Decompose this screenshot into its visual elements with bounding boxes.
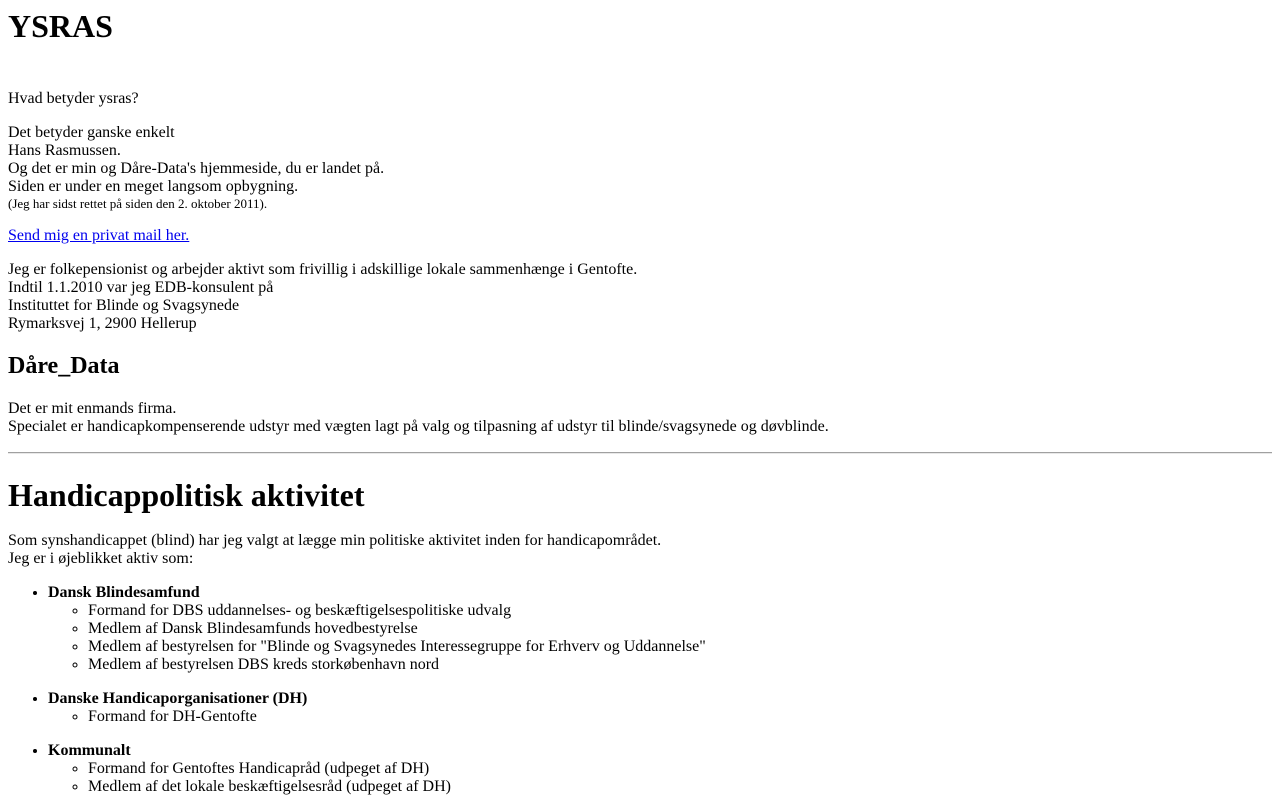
mail-link-block [8, 227, 1272, 245]
role-item: ◦ Formand for Gentoftes Handicapråd (udpeget af DH) [88, 760, 1272, 778]
last-updated-note: (Jeg har sidst rettet på siden den 2. oktober 2011). [8, 196, 268, 211]
firm-line: Det er mit enmands firma. [8, 400, 177, 417]
answer-line: Siden er under en meget langsom opbygning. [8, 178, 299, 195]
section-divider [8, 452, 1272, 454]
organisation-item [48, 742, 1272, 796]
politics-heading: Handicappolitisk aktivitet [8, 477, 365, 513]
organisation-name: • Dansk Blindesamfund [48, 584, 200, 601]
role-item: ◦ Medlem af bestyrelsen DBS kreds storkøbenhavn nord [88, 656, 1272, 674]
intro-line: Som synshandicappet (blind) har jeg valgt at lægge min politiske aktivitet inden for handicapområdet. [8, 532, 662, 549]
politics-intro [8, 532, 1272, 568]
firm-heading: Dåre_Data [8, 353, 120, 379]
bio-line: Rymarksvej 1, 2900 Hellerup [8, 315, 197, 332]
bio-line: Indtil 1.1.2010 var jeg EDB-konsulent på [8, 279, 274, 296]
organisation-item [48, 584, 1272, 674]
page-content [0, 8, 1280, 796]
answer-block [8, 124, 1272, 211]
role-item: ◦ Medlem af bestyrelsen for "Blinde og Svagsynedes Interessegruppe for Erhverv og Uddannelse" [88, 638, 1272, 656]
bio-block [8, 261, 1272, 333]
answer-line: Og det er min og Dåre-Data's hjemmeside, du er landet på. [8, 160, 385, 177]
page-title: YSRAS [8, 8, 113, 44]
organisation-list [8, 584, 1272, 796]
intro-line: Jeg er i øjeblikket aktiv som: [8, 550, 194, 567]
role-item: ◦ Medlem af Dansk Blindesamfunds hovedbestyrelse [88, 620, 1272, 638]
role-list [48, 708, 1272, 726]
organisation-name: • Kommunalt [48, 742, 131, 759]
role-list [48, 760, 1272, 796]
question-text: Hvad betyder ysras? [8, 90, 139, 107]
role-item: ◦ Formand for DH-Gentofte [88, 708, 1272, 726]
role-item: ◦ Formand for DBS uddannelses- og beskæftigelsespolitiske udvalg [88, 602, 1272, 620]
firm-block [8, 400, 1272, 436]
role-item: ◦ Medlem af det lokale beskæftigelsesråd (udpeget af DH) [88, 778, 1272, 796]
bio-line: Instituttet for Blinde og Svagsynede [8, 297, 240, 314]
organisation-name: • Danske Handicaporganisationer (DH) [48, 690, 308, 707]
role-list [48, 602, 1272, 674]
firm-line: Specialet er handicapkompenserende udstyr med vægten lagt på valg og tilpasning af udstyr til blinde/svagsynede og døvblinde. [8, 418, 829, 435]
bio-line: Jeg er folkepensionist og arbejder aktivt som frivillig i adskillige lokale sammenhænge i Gentofte. [8, 261, 638, 278]
answer-line: Det betyder ganske enkelt [8, 124, 175, 141]
answer-line: Hans Rasmussen. [8, 142, 121, 159]
private-mail-link[interactable]: Send mig en privat mail her. [8, 227, 190, 244]
organisation-item [48, 690, 1272, 726]
